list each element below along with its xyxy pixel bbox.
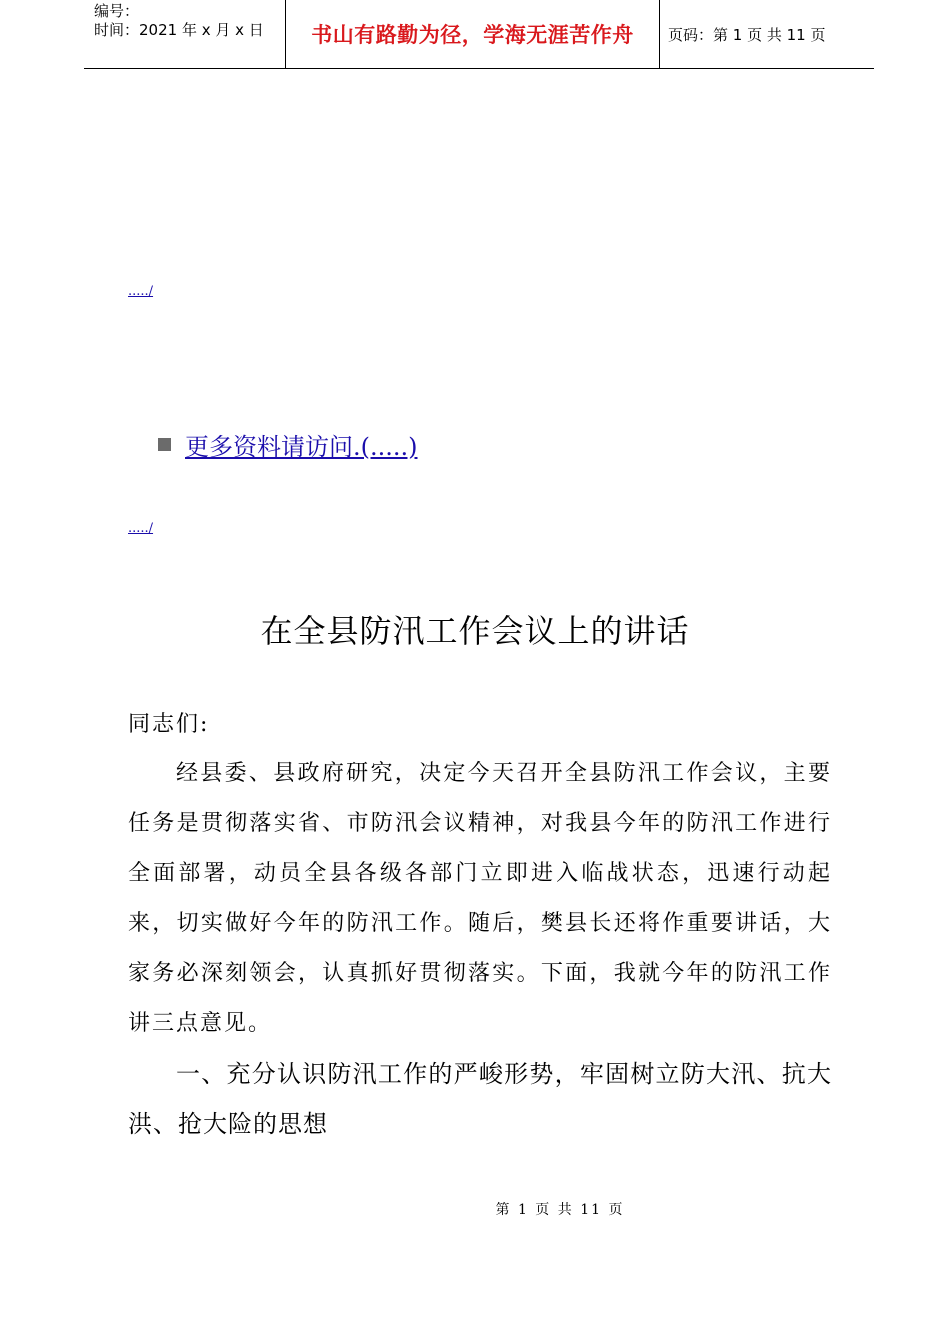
page-footer: 第 1 页 共 11 页 bbox=[495, 1202, 625, 1218]
page-header bbox=[84, 0, 874, 69]
time-label: 时间：2021 年 x 月 x 日 bbox=[94, 21, 264, 39]
more-resources-link[interactable]: 更多资料请访问.(.....) bbox=[185, 433, 418, 461]
section-heading-1: 一、充分认识防汛工作的严峻形势，牢固树立防大汛、抗大洪、抢大险的思想 bbox=[128, 1060, 832, 1138]
small-link-bottom[interactable]: ...../ bbox=[128, 521, 154, 536]
small-link-top[interactable]: ...../ bbox=[128, 284, 154, 299]
paragraph-1: 经县委、县政府研究，决定今天召开全县防汛工作会议，主要任务是贯彻落实省、市防汛会议精神，对我县今年的防汛工作进行全面部署，动员全县各级各部门立即进入临战状态，迅速行动起来，切实做好今年的防汛工作。随后，樊县长还将作重要讲话，大家务必深刻领会，认真抓好贯彻落实。下面，我就今年的防汛工作讲三点意见。 bbox=[128, 761, 832, 1036]
more-resources-line bbox=[158, 427, 418, 462]
document-title: 在全县防汛工作会议上的讲话 bbox=[260, 612, 690, 650]
square-bullet-icon bbox=[158, 438, 171, 451]
header-meta bbox=[84, 0, 286, 68]
header-page-info: 页码：第 1 页 共 11 页 bbox=[668, 25, 826, 44]
header-motto: 书山有路勤为径，学海无涯苦作舟 bbox=[286, 0, 660, 68]
number-label: 编号： bbox=[94, 2, 140, 20]
greeting: 同志们: bbox=[128, 712, 210, 737]
